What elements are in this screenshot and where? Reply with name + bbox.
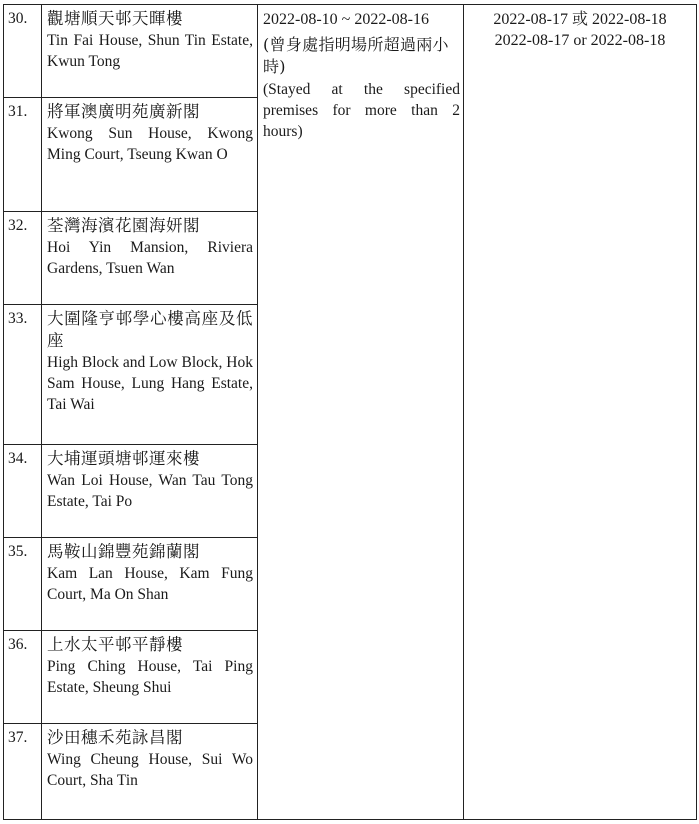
row-number: 35.	[4, 538, 42, 631]
address-chinese: 將軍澳廣明苑廣新閣	[47, 102, 200, 121]
address-chinese: 觀塘順天邨天暉樓	[47, 9, 183, 28]
address-english: Wan Loi House, Wan Tau Tong Estate, Tai Po	[47, 472, 253, 510]
specified-premises-table	[3, 4, 697, 820]
address-cell	[42, 212, 258, 305]
address-chinese: 大圍隆亨邨學心樓高座及低座	[47, 309, 253, 350]
stay-period-note-chinese: (曾身處指明場所超過兩小時)	[263, 35, 449, 76]
row-number: 32.	[4, 212, 42, 305]
stay-period-note-english: (Stayed at the specified premises for more than 2 hours)	[263, 81, 460, 140]
test-date-cell	[464, 5, 697, 820]
stay-period-cell	[258, 5, 464, 820]
address-cell	[42, 631, 258, 724]
address-chinese: 沙田穗禾苑詠昌閣	[47, 728, 183, 747]
row-number: 34.	[4, 445, 42, 538]
address-english: Kam Lan House, Kam Fung Court, Ma On Shan	[47, 565, 253, 603]
row-number: 30.	[4, 5, 42, 98]
address-english: Wing Cheung House, Sui Wo Court, Sha Tin	[47, 751, 253, 789]
address-english: Kwong Sun House, Kwong Ming Court, Tseung Kwan O	[47, 125, 253, 163]
address-english: High Block and Low Block, Hok Sam House, Lung Hang Estate, Tai Wai	[47, 354, 253, 413]
address-chinese: 上水太平邨平靜樓	[47, 635, 183, 654]
row-number: 36.	[4, 631, 42, 724]
test-date-chinese: 2022-08-17 或 2022-08-18	[493, 11, 667, 28]
address-chinese: 馬鞍山錦豐苑錦蘭閣	[47, 542, 200, 561]
test-date-english: 2022-08-17 or 2022-08-18	[494, 32, 666, 49]
address-cell	[42, 305, 258, 445]
row-number: 37.	[4, 724, 42, 820]
address-english: Hoi Yin Mansion, Riviera Gardens, Tsuen Wan	[47, 239, 253, 277]
address-cell	[42, 445, 258, 538]
stay-period-dates: 2022-08-10 ~ 2022-08-16	[263, 11, 429, 28]
table-row	[4, 5, 697, 98]
row-number: 31.	[4, 98, 42, 212]
address-chinese: 荃灣海濱花園海妍閣	[47, 216, 200, 235]
address-cell	[42, 5, 258, 98]
address-cell	[42, 724, 258, 820]
address-english: Tin Fai House, Shun Tin Estate, Kwun Tong	[47, 32, 253, 70]
row-number: 33.	[4, 305, 42, 445]
address-english: Ping Ching House, Tai Ping Estate, Sheung Shui	[47, 658, 253, 696]
address-cell	[42, 98, 258, 212]
address-cell	[42, 538, 258, 631]
address-chinese: 大埔運頭塘邨運來樓	[47, 449, 200, 468]
